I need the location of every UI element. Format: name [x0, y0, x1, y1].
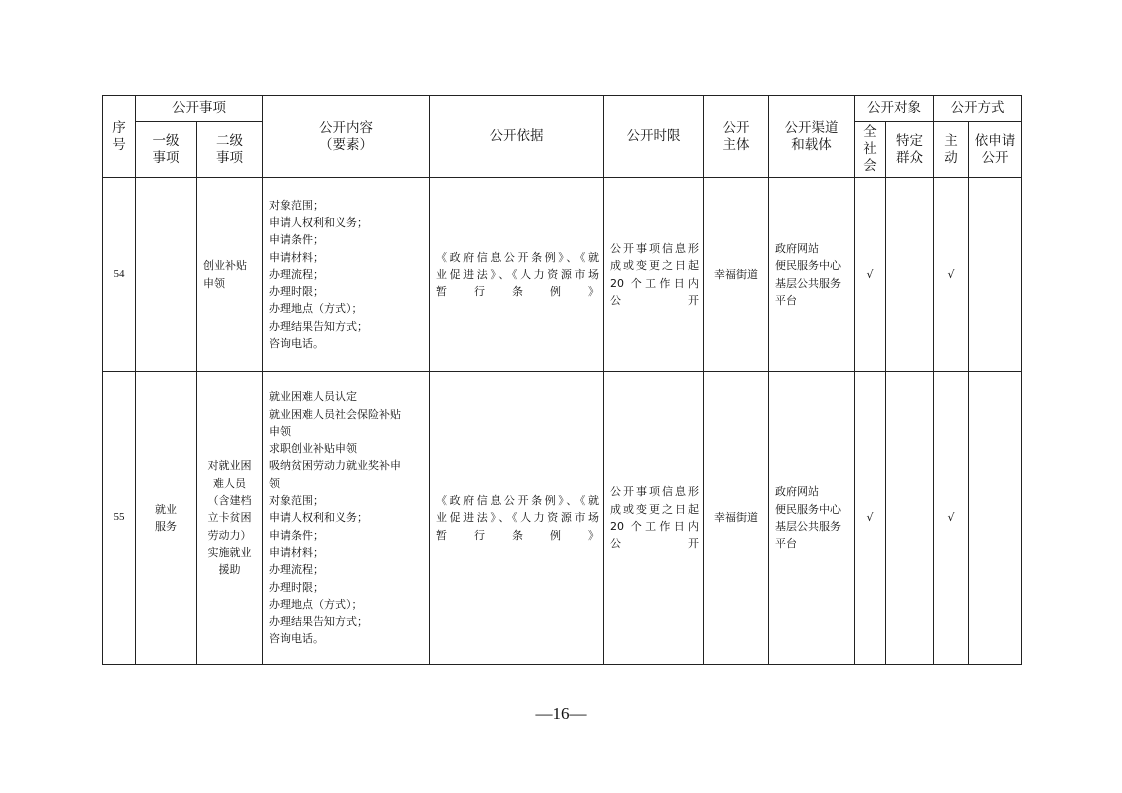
row-all-society-mark: √	[855, 372, 886, 665]
cell-line: 办理时限；	[269, 285, 324, 299]
row-specific-mark	[886, 372, 934, 665]
cell-line: 办理地点（方式）；	[269, 597, 363, 611]
header-channel: 公开渠道和载体	[769, 96, 855, 178]
row-level1	[136, 372, 197, 665]
header-all-society: 全社会	[855, 122, 886, 178]
cell-line: （含建档	[207, 494, 252, 508]
cell-line: 申请材料；	[269, 250, 324, 264]
cell-line: 立卡贫困	[207, 511, 252, 525]
cell-line: 办理时限；	[269, 580, 324, 594]
cell-line: 领	[269, 476, 280, 490]
cell-line: 公开	[610, 537, 699, 551]
cell-line: 申请人权利和义务；	[269, 215, 368, 229]
cell-line: 成或变更之日起	[610, 259, 699, 273]
row-channel	[769, 178, 855, 372]
header-on-request: 依申请公开	[969, 122, 1022, 178]
cell-line: 咨询电话。	[269, 632, 324, 646]
header-mode-group: 公开方式	[934, 96, 1022, 122]
cell-line: 对象范围；	[269, 494, 324, 508]
cell-line: 成或变更之日起	[610, 502, 699, 516]
row-subject: 幸福街道	[704, 372, 769, 665]
cell-line: 政府网站	[775, 241, 819, 255]
cell-line: 咨询电话。	[269, 337, 324, 351]
cell-line: 吸纳贫困劳动力就业奖补申	[269, 459, 401, 473]
cell-line: 申领	[269, 424, 291, 438]
row-active-mark: √	[934, 372, 969, 665]
cell-line: 基层公共服务	[775, 520, 841, 533]
row-specific-mark	[886, 178, 934, 372]
cell-line: 申请条件；	[269, 528, 324, 542]
cell-line: 办理地点（方式）；	[269, 302, 363, 316]
table-row	[103, 372, 1022, 665]
cell-line: 公开事项信息形	[610, 485, 699, 499]
cell-line: 申请条件；	[269, 233, 324, 247]
header-time-limit: 公开时限	[604, 96, 704, 178]
header-specific: 特定群众	[886, 122, 934, 178]
row-level2	[197, 178, 263, 372]
page-number: —16—	[535, 704, 587, 723]
cell-line: 基层公共服务	[775, 276, 841, 290]
row-content	[263, 372, 430, 665]
header-item-group: 公开事项	[136, 96, 263, 122]
header-target-group: 公开对象	[855, 96, 934, 122]
cell-line: 就业困难人员认定	[269, 390, 357, 404]
row-on-request-mark	[969, 178, 1022, 372]
cell-line: 援助	[218, 563, 241, 577]
cell-line: 难人员	[213, 476, 246, 490]
cell-line: 服务	[155, 520, 177, 533]
cell-line: 就业困难人员社会保险补贴	[269, 407, 401, 421]
cell-line: 业促进法》、《人力资源市场	[436, 267, 599, 281]
cell-line: 暂行条例》	[436, 528, 599, 542]
cell-line: 便民服务中心	[775, 502, 841, 516]
cell-line: 办理流程；	[269, 563, 324, 577]
table-row	[103, 178, 1022, 372]
row-level2	[197, 372, 263, 665]
cell-line: 求职创业补贴申领	[269, 442, 357, 456]
header-active: 主动	[934, 122, 969, 178]
row-basis	[430, 178, 604, 372]
cell-line: 平台	[775, 293, 797, 307]
cell-line: 申领	[203, 276, 225, 290]
cell-line: 20 个工作日内	[610, 276, 699, 290]
row-seq: 55	[103, 372, 136, 665]
cell-line: 对象范围；	[269, 198, 324, 212]
cell-line: 办理结果告知方式；	[269, 615, 368, 629]
cell-line: 公开	[610, 293, 699, 307]
cell-line: 便民服务中心	[775, 259, 841, 273]
cell-line: 办理结果告知方式；	[269, 319, 368, 333]
header-basis: 公开依据	[430, 96, 604, 178]
row-level1	[136, 178, 197, 372]
cell-line: 办理流程；	[269, 267, 324, 281]
row-seq: 54	[103, 178, 136, 372]
cell-line: 平台	[775, 537, 797, 551]
disclosure-table	[102, 95, 1022, 665]
cell-line: 业促进法》、《人力资源市场	[436, 511, 599, 525]
row-time-limit	[604, 372, 704, 665]
cell-line: 就业	[155, 502, 177, 516]
row-on-request-mark	[969, 372, 1022, 665]
cell-line: 20 个工作日内	[610, 520, 699, 533]
cell-line: 申请材料；	[269, 545, 324, 559]
cell-line: 对就业困	[207, 459, 252, 473]
header-content: 公开内容（要素）	[263, 96, 430, 178]
row-content	[263, 178, 430, 372]
cell-line: 政府网站	[775, 485, 819, 499]
cell-line: 实施就业	[207, 545, 252, 559]
cell-line: 申请人权利和义务；	[269, 511, 368, 525]
cell-line: 《政府信息公开条例》、《就	[436, 250, 599, 264]
cell-line: 公开事项信息形	[610, 241, 699, 255]
header-subject: 公开主体	[704, 96, 769, 178]
header-seq: 序号	[103, 96, 136, 178]
cell-line: 创业补贴	[203, 259, 247, 273]
row-time-limit	[604, 178, 704, 372]
cell-line: 劳动力）	[207, 528, 252, 542]
cell-line: 暂行条例》	[436, 285, 599, 299]
row-all-society-mark: √	[855, 178, 886, 372]
row-channel	[769, 372, 855, 665]
header-level1: 一级事项	[136, 122, 197, 178]
header-level2: 二级事项	[197, 122, 263, 178]
row-subject: 幸福街道	[704, 178, 769, 372]
row-active-mark: √	[934, 178, 969, 372]
row-basis	[430, 372, 604, 665]
cell-line: 《政府信息公开条例》、《就	[436, 494, 599, 508]
